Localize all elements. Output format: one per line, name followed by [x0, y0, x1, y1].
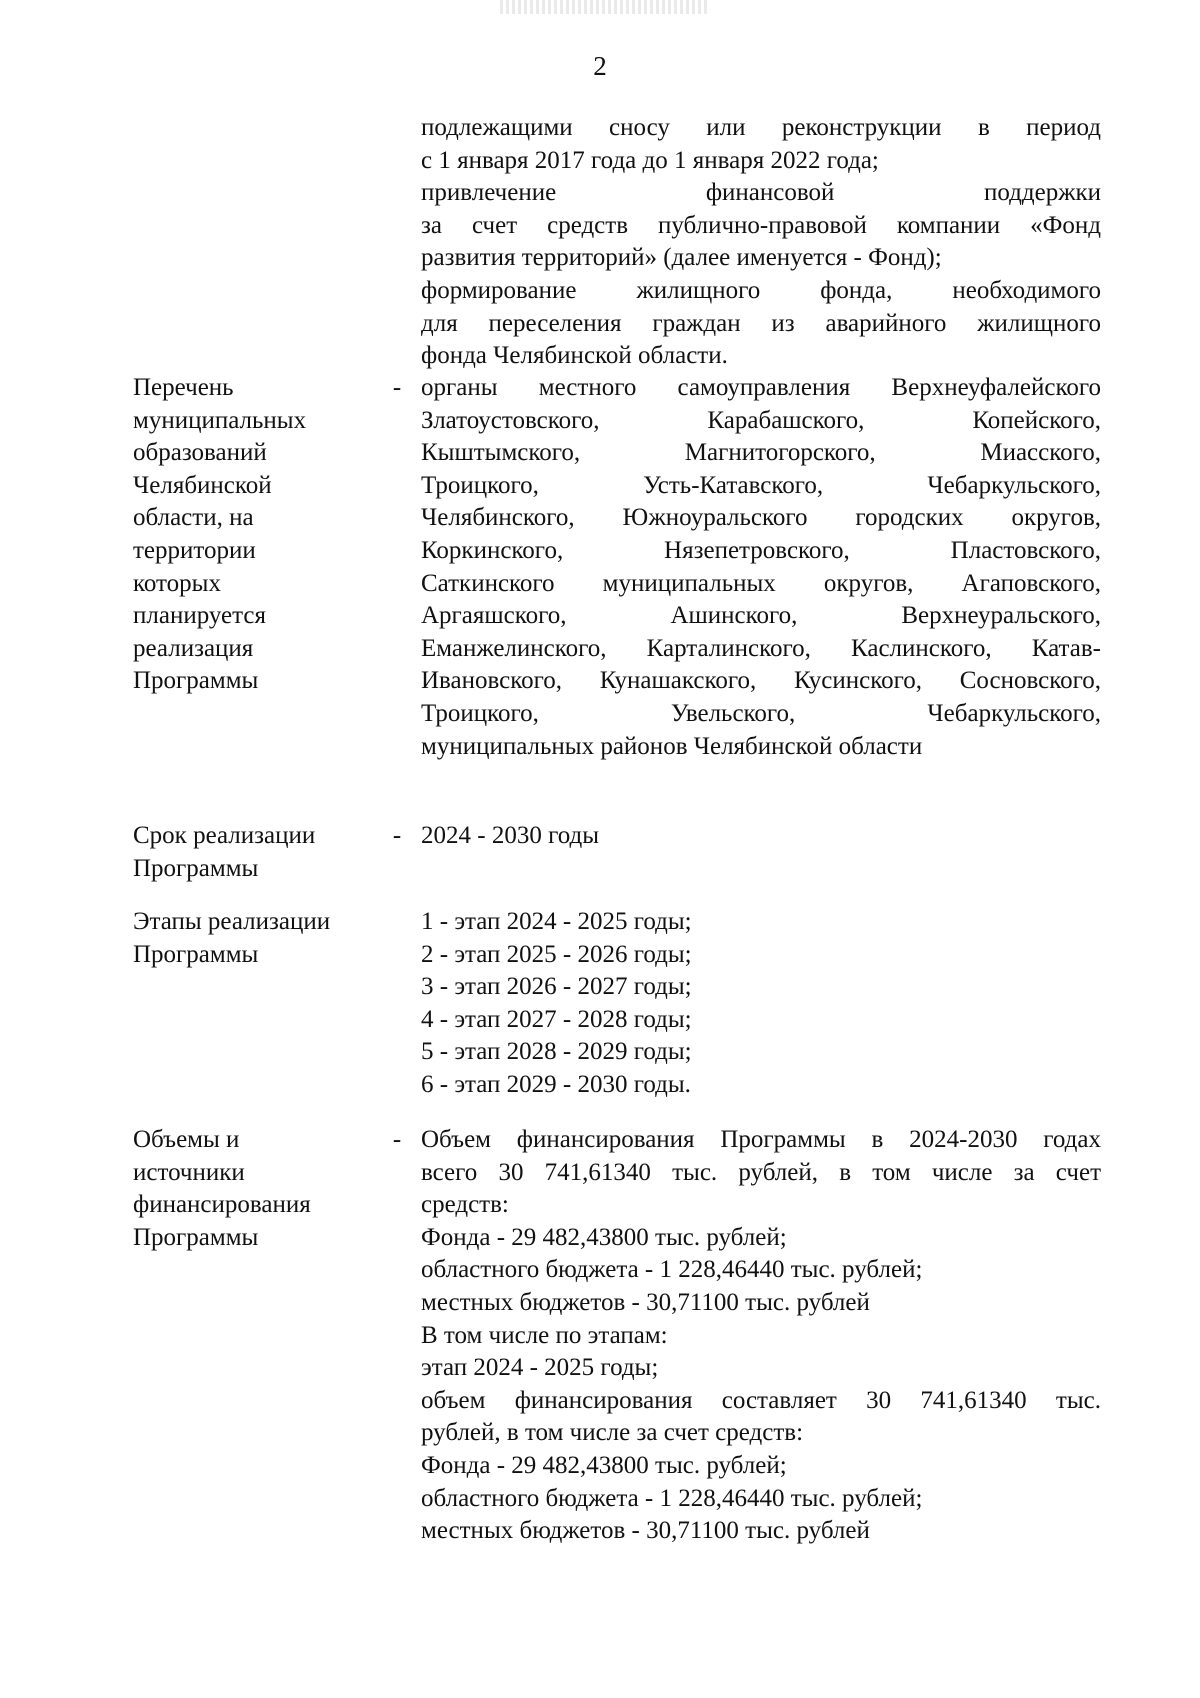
content-line: Фонда - 29 482,43800 тыс. рублей;	[421, 1223, 787, 1251]
content-line: местных бюджетов - 30,71100 тыс. рублей	[421, 1288, 870, 1316]
label-line: Программы	[133, 1223, 259, 1251]
content-line: Кыштымского, Магнитогорского, Миасского,	[421, 439, 1101, 467]
scan-artifact	[500, 0, 710, 14]
content-line: 4 - этап 2027 - 2028 годы;	[421, 1005, 692, 1033]
section-label	[133, 372, 373, 698]
label-line: Программы	[133, 667, 259, 695]
continuation-line: привлечение финансовой поддержки	[421, 179, 1101, 207]
content-line: всего 30 741,61340 тыс. рублей, в том числе за счет	[421, 1158, 1101, 1186]
label-line: источники	[133, 1158, 245, 1186]
label-line: Программы	[133, 854, 259, 882]
label-line: планируется	[133, 602, 266, 630]
section-content	[421, 906, 1101, 1102]
label-line: финансирования	[133, 1191, 311, 1219]
label-line: Этапы реализации	[133, 908, 331, 935]
label-line: муниципальных	[133, 406, 307, 434]
content-line: муниципальных районов Челябинской области	[421, 732, 923, 760]
label-line: территории	[133, 536, 256, 564]
section-dash: -	[392, 822, 402, 849]
section-content	[421, 1124, 1101, 1548]
section-dash: -	[392, 374, 402, 401]
content-line: этап 2024 - 2025 годы;	[421, 1354, 659, 1382]
label-line: Объемы и	[133, 1126, 240, 1153]
continuation-line: подлежащими сносу или реконструкции в период	[421, 114, 1101, 141]
continuation-line: для переселения граждан из аварийного жилищного	[421, 309, 1101, 337]
content-line: Златоустовского, Карабашского, Копейского,	[421, 406, 1101, 434]
content-line: Коркинского, Нязепетровского, Пластовского,	[421, 536, 1101, 564]
section-dash: -	[392, 1126, 402, 1153]
section-label	[133, 1124, 373, 1254]
content-line: Челябинского, Южноуральского городских округов,	[421, 504, 1101, 532]
content-line: областного бюджета - 1 228,46440 тыс. рублей;	[421, 1484, 923, 1512]
continuation-line: фонда Челябинской области.	[421, 342, 728, 370]
content-line: средств:	[421, 1191, 509, 1219]
content-line: Троицкого, Увельского, Чебаркульского,	[421, 699, 1101, 727]
label-line: Программы	[133, 940, 259, 968]
section-label	[133, 906, 373, 971]
content-line: 6 - этап 2029 - 2030 годы.	[421, 1070, 691, 1098]
content-line: 2 - этап 2025 - 2026 годы;	[421, 940, 692, 968]
content-line: объем финансирования составляет 30 741,61340 тыс.	[421, 1386, 1101, 1414]
content-line: Фонда - 29 482,43800 тыс. рублей;	[421, 1451, 787, 1479]
content-line: Троицкого, Усть-Катавского, Чебаркульского,	[421, 471, 1101, 499]
content-line: органы местного самоуправления Верхнеуфалейского	[421, 374, 1101, 401]
content-line: Саткинского муниципальных округов, Агаповского,	[421, 569, 1101, 597]
content-line: 5 - этап 2028 - 2029 годы;	[421, 1038, 692, 1066]
label-line: образований	[133, 439, 267, 467]
label-line: Срок реализации	[133, 822, 316, 849]
page-number: 2	[593, 51, 607, 81]
continuation-line: формирование жилищного фонда, необходимого	[421, 276, 1101, 304]
label-line: реализация	[133, 634, 254, 662]
content-line: местных бюджетов - 30,71100 тыс. рублей	[421, 1517, 870, 1545]
content-line: 2024 - 2030 годы	[421, 822, 600, 849]
content-line: рублей, в том числе за счет средств:	[421, 1419, 804, 1447]
content-line: В том числе по этапам:	[421, 1321, 668, 1349]
continuation-line: с 1 января 2017 года до 1 января 2022 года;	[421, 146, 879, 174]
label-line: Челябинской	[133, 471, 272, 499]
content-line: 1 - этап 2024 - 2025 годы;	[421, 908, 692, 935]
section-content	[421, 372, 1101, 763]
label-line: которых	[133, 569, 221, 597]
continuation-line: за счет средств публично-правовой компании «Фонд	[421, 211, 1101, 239]
continuation-line: развития территорий» (далее именуется - Фонд);	[421, 244, 942, 272]
content-line: Аргаяшского, Ашинского, Верхнеуральского,	[421, 602, 1101, 630]
content-line: 3 - этап 2026 - 2027 годы;	[421, 973, 692, 1001]
content-line: Еманжелинского, Карталинского, Каслинского, Катав-	[421, 634, 1101, 662]
content-line: областного бюджета - 1 228,46440 тыс. рублей;	[421, 1256, 923, 1284]
content-line: Объем финансирования Программы в 2024-2030 годах	[421, 1126, 1101, 1153]
continuation-text	[421, 112, 1101, 373]
label-line: Перечень	[133, 374, 234, 401]
section-label	[133, 820, 373, 885]
label-line: области, на	[133, 504, 254, 532]
section-content	[421, 820, 1101, 853]
content-line: Ивановского, Кунашакского, Кусинского, Сосновского,	[421, 667, 1101, 695]
